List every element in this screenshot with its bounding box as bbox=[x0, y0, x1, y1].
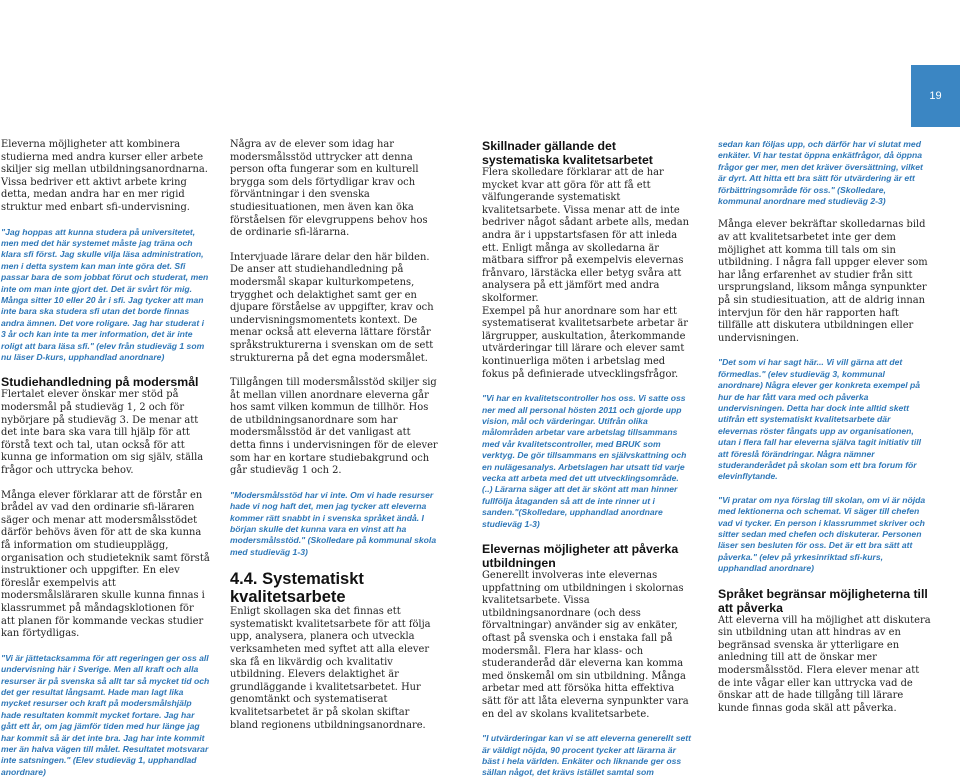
column-2 bbox=[230, 139, 438, 732]
section-heading: Elevernas möjligheter att påverka utbildningen bbox=[482, 541, 679, 570]
page-number-tab bbox=[911, 65, 960, 127]
column-3 bbox=[482, 139, 691, 779]
quote: sedan kan följas upp, och därför har vi slutat med enkäter. Vi har testat öppna enkätfrågor, då öppna frågor ger mer, men det kräver översättning, vilket är dyrt. Att hitta ett bra sätt för utvärdering är ett förbättringsområde för oss." (Skolledare, kommunal anordnare med studieväg 2-3) bbox=[718, 139, 923, 207]
quote: "Vi är jättetacksamma för att regeringen ger oss all undervisning här i Sverige. Men all kraft och alla resurser är på svenska så allt tar så mycket tid och det ger resultat långsamt. Hade man lagt lika mycket resurser och kraft på modersmålshjälp hade resultaten kommit mycket fortare. Jag har gått ett år, om jag jämför tiden med hur länge jag har kommit så är det inte bra. Jag har inte kommit mer än halva vägen till målet. Resultatet motsvarar inte satsningen." (Elev studieväg 1, upphandlad anordnare) bbox=[1, 652, 210, 777]
paragraph: Intervjuade lärare delar den här bilden. De anser att studiehandledning på modersmål skapar kulturkompetens, trygghet och delaktighet samt ger en djupare förståelse av uppgifter, krav och undervisningsmomentets kontext. De menar också att eleverna lättare förstår språkstrukturerna i svenskan om de sett strukturerna på det egna modersmålet. bbox=[230, 251, 434, 364]
section-heading: Språket begränsar möjligheterna till att påverka bbox=[718, 586, 928, 615]
paragraph: Många elever förklarar att de förstår en brådel av vad den ordinarie sfi-läraren säger och menar att modersmålsstödet därför behövs även för att de ska kunna få information om studieupplägg, organisation och studieteknik samt förstå instruktioner och uppgifter. En elev föreslår exempelvis att modersmålsläraren skulle kunna finnas i klassrummet på måndagsklotionen för att planen för kommande veckas studier kan förtydligas. bbox=[1, 489, 210, 640]
paragraph: Eleverna möjligheter att kombinera studierna med andra kurser eller arbete skiljer sig mellan utbildningsanordnarna. Vissa bedriver ett aktivt arbete kring detta, medan andra har en mer rigid struktur med enbart sfi-undervisning. bbox=[1, 139, 208, 213]
quote: "I utvärderingar kan vi se att eleverna generellt sett är väldigt nöjda, 90 procent tycker att lärarna är bäst i hela världen. Enkäter och liknande ger oss sällan något, det krävs istället samtal som bbox=[482, 733, 691, 778]
column-1 bbox=[1, 139, 210, 778]
quote: "Jag hoppas att kunna studera på universitetet, men med det här systemet måste jag träna och klara sfi först. Jag skulle vilja läsa administration, men i detta system kan man inte göra det. Sfi passar bara de som jobbat förut och studerat, men inte om man inte gjort det. Det är svårt för mig. Många sitter 10 eller 20 år i sfi. Jag tycker att man inte bara ska studera sfi utan det borde finnas andra ämnen. Det vore roligare. Jag har studerat i 3 år och kan inte ta mer information, det är inte roligt att bara läsa sfi." (elev från studieväg 1 som nu läser D-kurs, upphandlad anordnare) bbox=[1, 226, 209, 363]
quote: "Modersmålsstöd har vi inte. Om vi hade resurser hade vi nog haft det, men jag tycker att eleverna kommer rätt snabbt in i svenska språket ändå. I början skulle det kunna vara en vinst att ha modersmålsstöd." (Skolledare på kommunal skola med studieväg 1-3) bbox=[230, 489, 437, 557]
page-number: 19 bbox=[929, 90, 942, 102]
paragraph: Några av de elever som idag har modersmålsstöd uttrycker att denna person ofta fungerar som en kulturell brygga som dels förtydligar krav och förväntningar i den svenska studiesituationen, men även kan öka förståelsen för elevgruppens behov hos de ordinarie sfi-lärarna. bbox=[230, 139, 428, 239]
paragraph: Enligt skollagen ska det finnas ett systematiskt kvalitetsarbete för att följa upp, analysera, planera och utveckla verksamheten med syftet att alla elever ska få en likvärdig och kvalitativ utbildning. Elevers delaktighet är grundläggande i kvalitetsarbetet. Hur genomtänkt och systematiserat kvalitetsarbetet är på skolan skiftar bland regionens utbildningsanordnare. bbox=[230, 606, 431, 731]
paragraph: Flera skolledare förklarar att de har mycket kvar att göra för att få ett välfungerande systematiskt kvalitetsarbete. Vissa menar att de inte bedriver något sådant arbete alls, medan andra är i uppstartsfasen för att inleda ett. Enligt många av skolledarna är mätbara siffror på exempelvis elevernas frånvaro, lärstäcka eller betyg svåra att analysera på ett jämfört med andra skolformer. bbox=[482, 167, 689, 304]
quote: "Vi pratar om nya förslag till skolan, om vi är nöjda med lektionerna och schemat. Vi säger till chefen vad vi tycker. En person i klassrummet skriver och sitter sedan med chefen och diskuterar. Personen läser sen besluten för oss. Det är ett bra sätt att påverka." (elev på yrkesinriktad sfi-kurs, upphandlad anordnare) bbox=[718, 494, 926, 574]
section-heading: Studiehandledning på modersmål bbox=[1, 375, 199, 390]
paragraph: Generellt involveras inte elevernas uppfattning om utbildningen i skolornas kvalitetsarbete. Vissa utbildningsanordnare (och dess förvaltningar) använder sig av enkäter, oftast på svenska och i enstaka fall på modersmål. Flera har klass- och studeranderåd där eleverna kan komma med önskemål om sin utbildning. Många arbetar med att försöka hitta effektiva sätt för att låta eleverna synpunkter vara en del av skolans kvalitetsarbete. bbox=[482, 569, 689, 720]
column-4 bbox=[718, 139, 931, 715]
section-heading: Skillnader gällande det systematiska kvalitetsarbetet bbox=[482, 139, 653, 167]
paragraph: Att eleverna vill ha möjlighet att diskutera sin utbildning utan att hindras av en begränsad svenska är ytterligare en anledning till att de önskar mer modersmålsstöd. Flera elever menar att de inte vågar eller kan uttrycka vad de önskar att de hade tillgång till lärare kunde finnas goda skäl att påverka. bbox=[718, 614, 931, 714]
quote: "Vi har en kvalitetscontroller hos oss. Vi satte oss ner med all personal hösten 2011 och gjorde upp vision, mål och värderingar. Utifrån olika målområden arbetar vare arbetslag tillsammans med vår kvalitetscontroller, med BRUK som verktyg. De gör tillsammans en självskattning och en nulägesanalys. Arbetslagen har utsatt tid varje vecka att arbeta med det utt utvecklingsområde. (..) Lärarna säger att det är skönt att man hinner fullfölja åtaganden så att de inte rinner ut i sanden."(Skolledare, upphandlad anordnare studieväg 1-3) bbox=[482, 393, 687, 529]
quote: "Det som vi har sagt här... Vi vill gärna att det förmedlas." (elev studieväg 3, kommunal anordnare) Några elever ger konkreta exempel på hur de har fått vara med och påverka undervisningen. Detta har dock inte alltid skett utifrån ett systematiskt kvalitetsarbete där elevernas röster fångats upp av organisationen, utan i flera fall har eleverna själva tagit initiativ till att föreslå förändringar. Några nämner studeranderådet på skolan som ett bra forum för elevinflytande. bbox=[718, 357, 921, 482]
chapter-heading: 4.4. Systematiskt kvalitetsarbete bbox=[230, 570, 364, 607]
paragraph: Många elever bekräftar skolledarnas bild av att kvalitetsarbetet inte ger dem möjlighet att komma till tals om sin utbildning. I några fall uppger elever som har lång erfarenhet av studier från sitt ursprungsland, liksom många synpunkter på sin studiesituation, att de aldrig innan intervjun för den här rapporten haft tillfälle att diskutera utbildningen eller undervisningen. bbox=[718, 219, 928, 344]
paragraph: Tillgången till modersmålsstöd skiljer sig åt mellan villen anordnare eleverna går hos samt vilken kommun de tillhör. Hos de utbildningsanordnare som har modersmålsstöd är det vanligast att detta finns i undervisningen för de elever som har en kortare studiebakgrund och går studieväg 1 och 2. bbox=[230, 377, 438, 477]
paragraph: Exempel på hur anordnare som har ett systematiserat kvalitetsarbete arbetar är lärgrupper, auskultation, återkommande utvärderingar till lärare och elever samt kontinuerliga möten i arbetslag med fokus på definierade utvecklingsfrågor. bbox=[482, 305, 688, 380]
paragraph: Flertalet elever önskar mer stöd på modersmål på studieväg 1, 2 och för nybörjare på studieväg 3. De menar att det inte bara ska vara till hjälp för att förstå text och tal, utan också för att kunna ge information om sig själv, ställa frågor och uttrycka behov. bbox=[1, 389, 204, 476]
